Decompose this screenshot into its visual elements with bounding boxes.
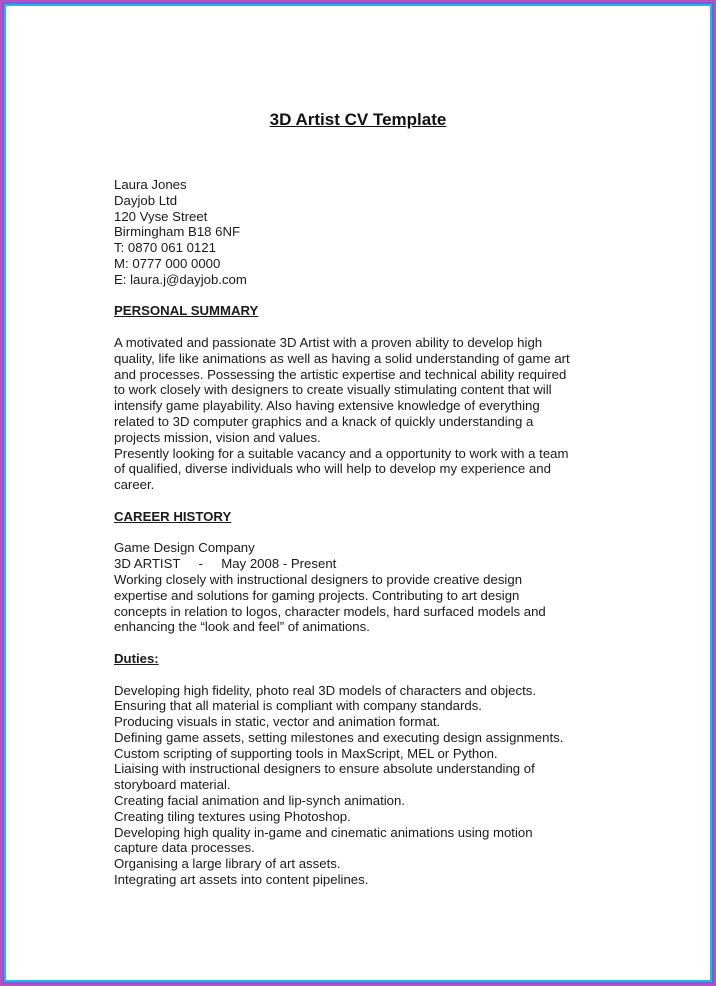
description-line: concepts in relation to logos, character models, hard surfaced models and xyxy=(114,603,546,619)
summary-line: to work closely with designers to create visually stimulating content that will xyxy=(114,382,552,398)
duty-item: Developing high fidelity, photo real 3D models of characters and objects. xyxy=(114,682,536,698)
contact-name: Laura Jones xyxy=(114,177,187,192)
summary-line: career. xyxy=(114,477,155,493)
summary-line: of qualified, diverse individuals who will help to develop my experience and xyxy=(114,461,551,477)
description-line: expertise and solutions for gaming projects. Contributing to art design xyxy=(114,587,520,603)
job-role: 3D ARTIST - May 2008 - Present xyxy=(114,556,337,572)
duty-item: capture data processes. xyxy=(114,840,255,856)
contact-block xyxy=(114,177,614,288)
duty-item: Integrating art assets into content pipelines. xyxy=(114,872,369,888)
company-name: Game Design Company xyxy=(114,540,255,556)
contact-street: 120 Vyse Street xyxy=(114,208,208,224)
document-body xyxy=(114,177,614,888)
contact-telephone: T: 0870 061 0121 xyxy=(114,240,216,256)
contact-company: Dayjob Ltd xyxy=(114,192,178,208)
summary-line: A motivated and passionate 3D Artist with a proven ability to develop high xyxy=(114,334,543,350)
duty-item: storyboard material. xyxy=(114,777,231,793)
duty-item: Organising a large library of art assets. xyxy=(114,856,341,872)
summary-line: Presently looking for a suitable vacancy and a opportunity to work with a team xyxy=(114,445,569,461)
duty-item: Creating facial animation and lip-synch animation. xyxy=(114,793,406,809)
duty-item: Liaising with instructional designers to ensure absolute understanding of xyxy=(114,761,535,777)
description-line: Working closely with instructional designers to provide creative design xyxy=(114,571,523,587)
contact-email: E: laura.j@dayjob.com xyxy=(114,271,247,287)
duty-item: Defining game assets, setting milestones and executing design assignments. xyxy=(114,729,564,745)
job-description xyxy=(114,572,614,635)
document-title: 3D Artist CV Template xyxy=(269,110,447,129)
summary-line: projects mission, vision and values. xyxy=(114,429,321,445)
contact-city: Birmingham B18 6NF xyxy=(114,224,241,240)
document-frame-inner xyxy=(4,4,712,982)
summary-line: related to 3D computer graphics and a knack of quickly understanding a xyxy=(114,413,534,429)
duty-item: Developing high quality in-game and cinematic animations using motion xyxy=(114,824,533,840)
summary-line: and processes. Possessing the artistic expertise and technical ability required xyxy=(114,366,567,382)
summary-line: quality, life like animations as well as having a solid understanding of game art xyxy=(114,350,570,366)
duty-item: Producing visuals in static, vector and animation format. xyxy=(114,714,441,730)
document-page xyxy=(6,6,710,980)
duty-item: Custom scripting of supporting tools in MaxScript, MEL or Python. xyxy=(114,745,498,761)
personal-summary-text xyxy=(114,335,614,493)
document-frame xyxy=(2,2,714,984)
description-line: enhancing the “look and feel” of animations. xyxy=(114,619,370,635)
career-history-heading: CAREER HISTORY xyxy=(114,508,232,524)
duties-heading: Duties: xyxy=(114,650,159,666)
duties-list xyxy=(114,683,614,888)
contact-mobile: M: 0777 000 0000 xyxy=(114,255,221,271)
summary-line: intensify game playability. Also having extensive knowledge of everything xyxy=(114,398,540,414)
personal-summary-heading: PERSONAL SUMMARY xyxy=(114,303,259,319)
duty-item: Creating tiling textures using Photoshop. xyxy=(114,808,351,824)
duty-item: Ensuring that all material is compliant with company standards. xyxy=(114,698,482,714)
